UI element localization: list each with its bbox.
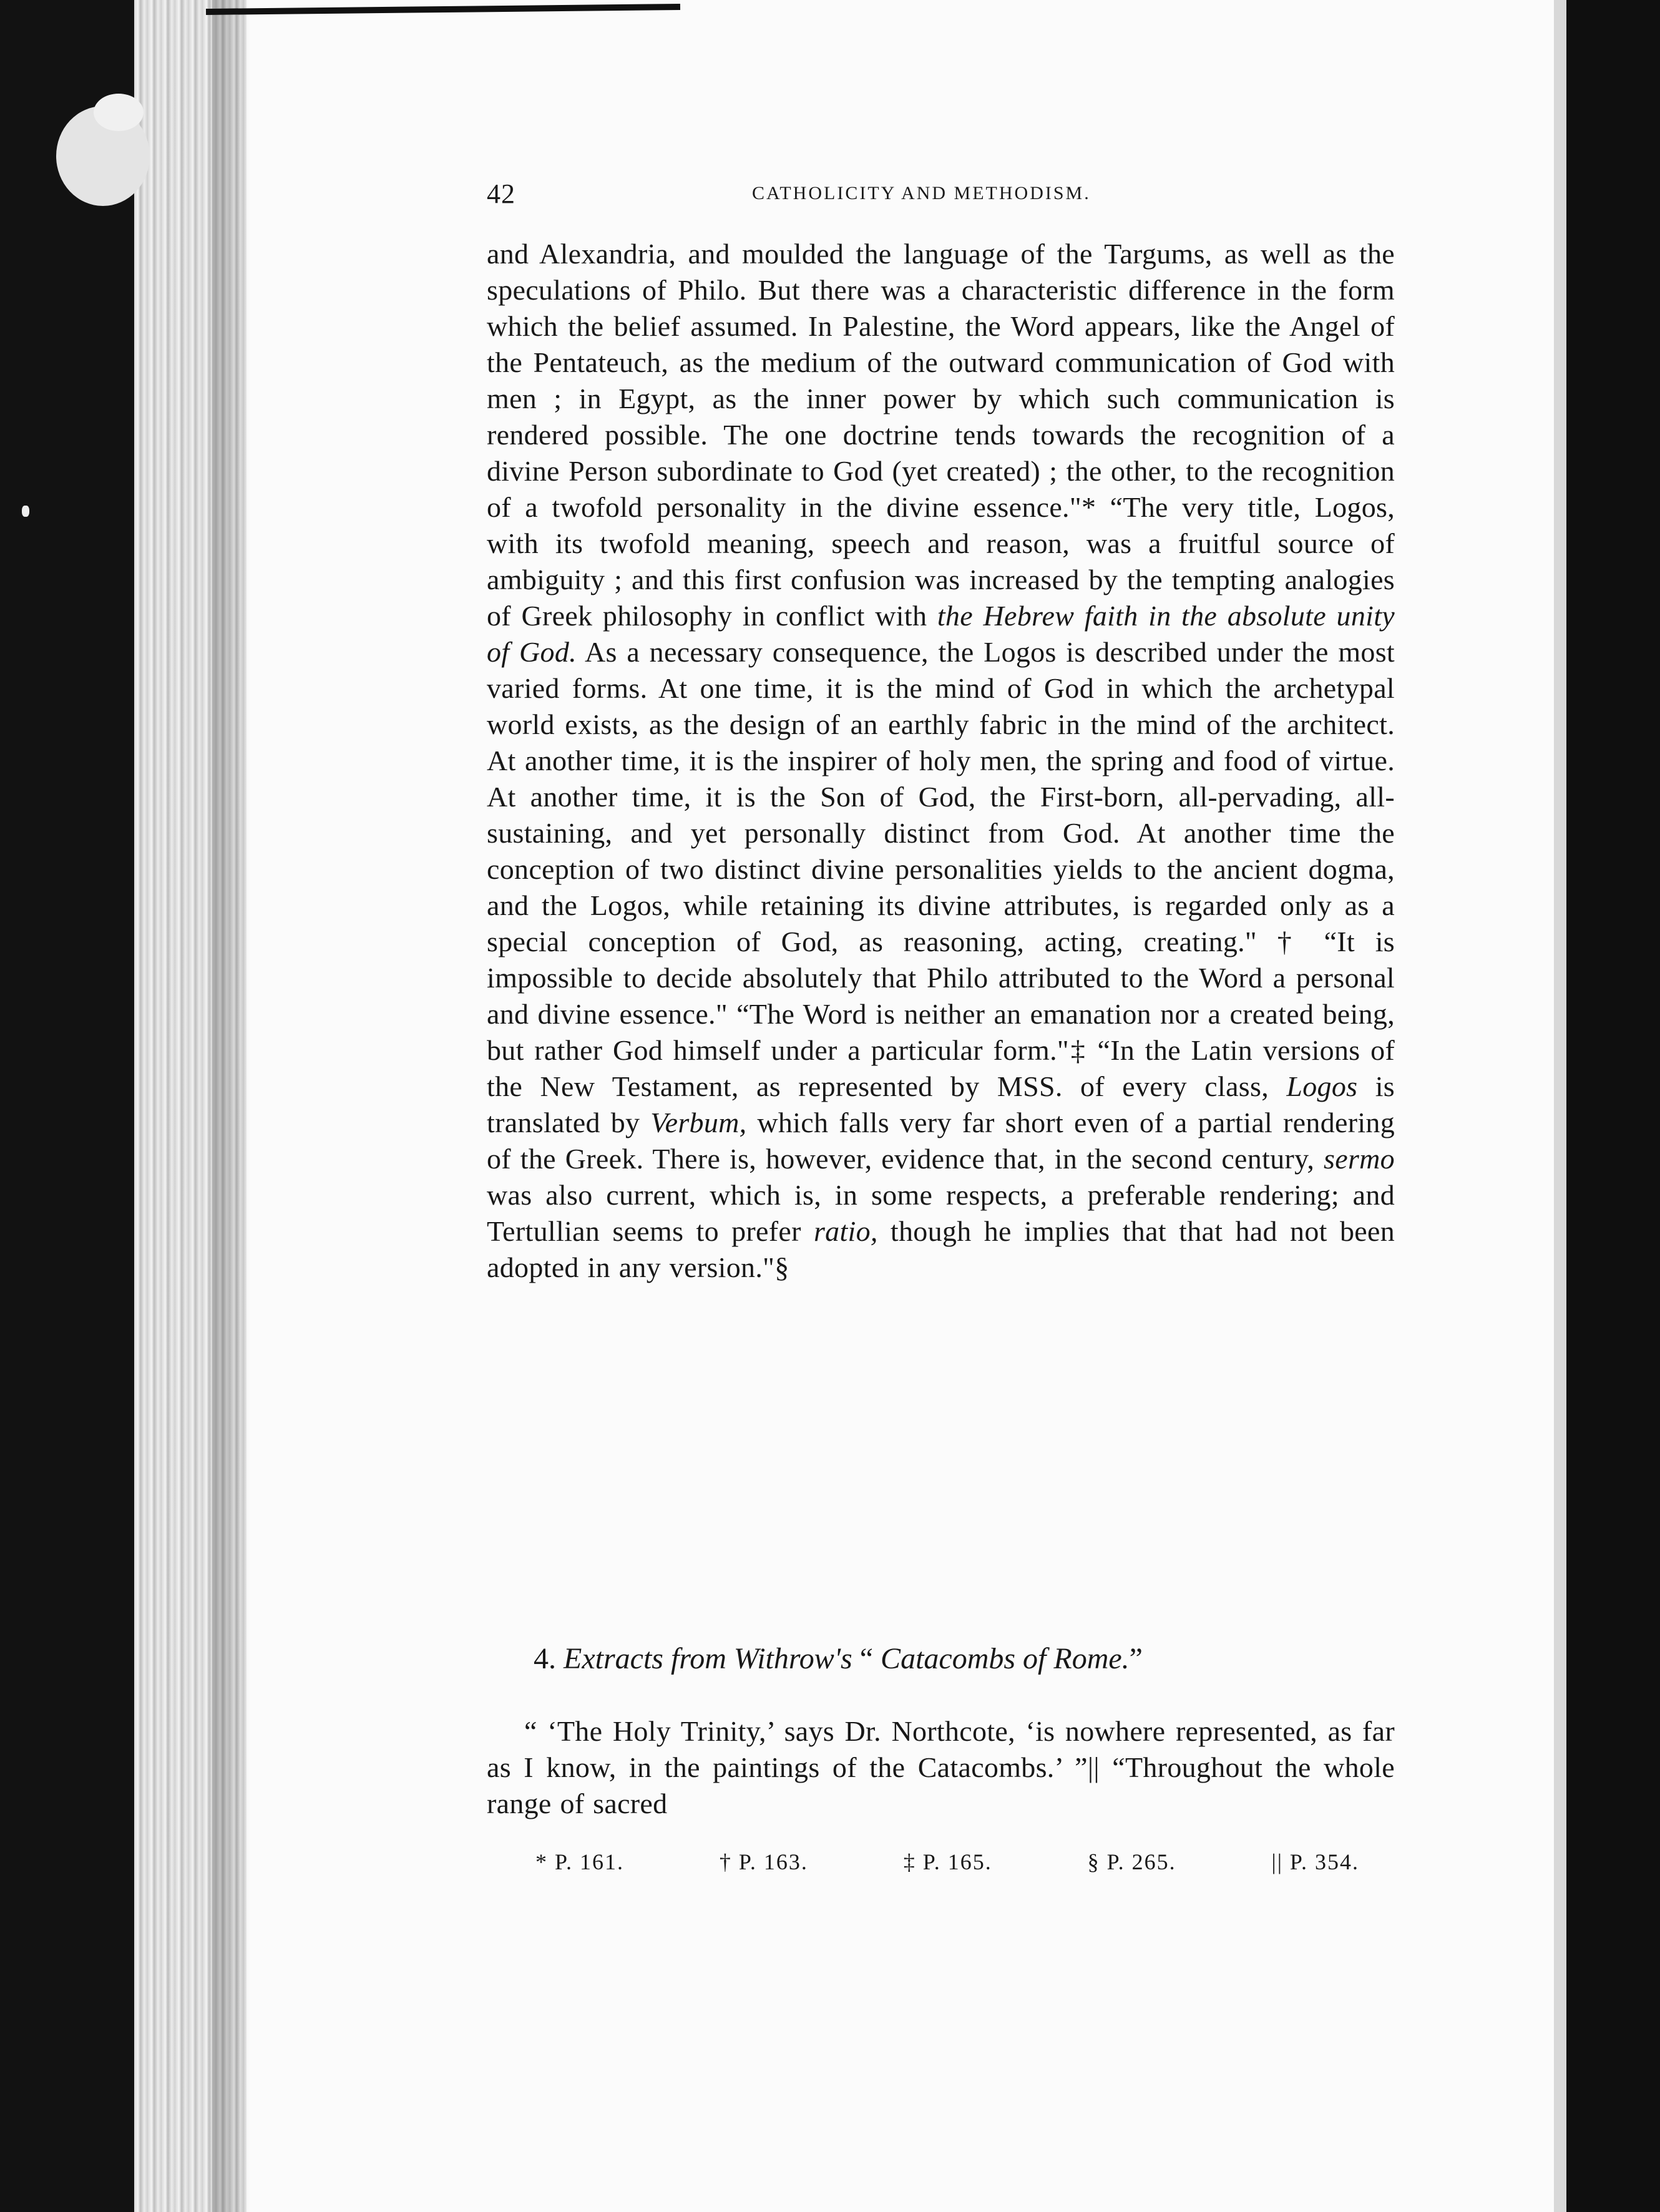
section-heading [534, 1642, 1407, 1676]
section-title: Extracts from Withrow's [564, 1642, 852, 1675]
section-title-quote: ” [1129, 1642, 1143, 1675]
page-header [487, 178, 1142, 215]
body-text-segment: though he implies that that had not been adopted in any version."§ [487, 1215, 1395, 1283]
body-text-segment: which falls very far short even of a partial rendering of the Greek. There is, however, evidence that, in the second century, [487, 1107, 1395, 1175]
scan-mark [22, 506, 29, 517]
page-right-edge [1554, 0, 1566, 2212]
body-italic-segment: ratio, [813, 1215, 878, 1247]
section-title-quote: “ [852, 1642, 881, 1675]
body-italic-segment: sermo [1324, 1143, 1395, 1175]
body-text-segment: is translated by [487, 1070, 1395, 1138]
scan-right-margin [1566, 0, 1660, 2212]
body-text-segment: As a necessary consequence, the Logos is described under the most varied forms. At one time, it is the mind of God in which the archetypal world exists, as the design of an earthly fabric in the mind of the architect. At another time, it is the inspirer of holy men, the spring and food of virtue. At another time, it is the Son of God, the First-born, all-pervading, all-sustaining, and yet personally distinct from God. At another time the conception of two distinct divine personalities yields to the ancient dogma, and the Logos, while retaining its divine attributes, is regarded only as a special conception of God, as reasoning, acting, creating." † “It is impossible to decide absolutely that Philo attributed to the Word a personal and divine essence." “The Word is neither an emanation nor a created being, but rather God himself under a particular form."‡ “In the Latin versions of the New Testament, as represented by MSS. of every class, [487, 636, 1395, 1102]
body-paragraph [487, 236, 1395, 1286]
section-title: Catacombs of Rome. [881, 1642, 1130, 1675]
section-number: 4. [534, 1642, 556, 1675]
section-paragraph: “ ‘The Holy Trinity,’ says Dr. Northcote, ‘is nowhere represented, as far as I know, in the paintings of the Catacombs.’ ”|| “Throughout the whole range of sacred [487, 1715, 1395, 1819]
footnotes [535, 1849, 1359, 1875]
gutter-shadow [212, 0, 250, 2212]
body-italic-segment: the Hebrew faith in the absolute unity of God. [487, 600, 1395, 668]
footnote: * P. 161. [535, 1849, 625, 1874]
body-text-segment: was also current, which is, in some respects, a preferable rendering; and Tertullian seems to prefer [487, 1179, 1395, 1247]
footnote: § P. 265. [1087, 1849, 1176, 1874]
footnote: ‡ P. 165. [903, 1849, 992, 1874]
page-number: 42 [487, 179, 515, 209]
body-text-segment: and Alexandria, and moulded the language of the Targums, as well as the speculations of Philo. But there was a characteristic difference in the form which the belief assumed. In Palestine, the Word appears, like the Angel of the Pentateuch, as the medium of the outward communication of God with men ; in Egypt, as the inner power by which such communication is rendered possible. The one doctrine tends towards the recognition of a divine Person subordinate to God (yet created) ; the other, to the recognition of a twofold personality in the divine essence."* “The very title, Logos, with its twofold meaning, speech and reason, was a fruitful source of ambiguity ; and this first confusion was increased by the tempting analogies of Greek philosophy in conflict with [487, 238, 1395, 632]
body-italic-segment: Logos [1286, 1070, 1358, 1102]
footnote: † P. 163. [719, 1849, 808, 1874]
running-head: CATHOLICITY AND METHODISM. [752, 183, 1091, 203]
body-italic-segment: Verbum, [650, 1107, 747, 1138]
scan-left-margin [0, 0, 134, 2212]
footnote: || P. 354. [1271, 1849, 1359, 1874]
paper-tear [94, 94, 144, 131]
